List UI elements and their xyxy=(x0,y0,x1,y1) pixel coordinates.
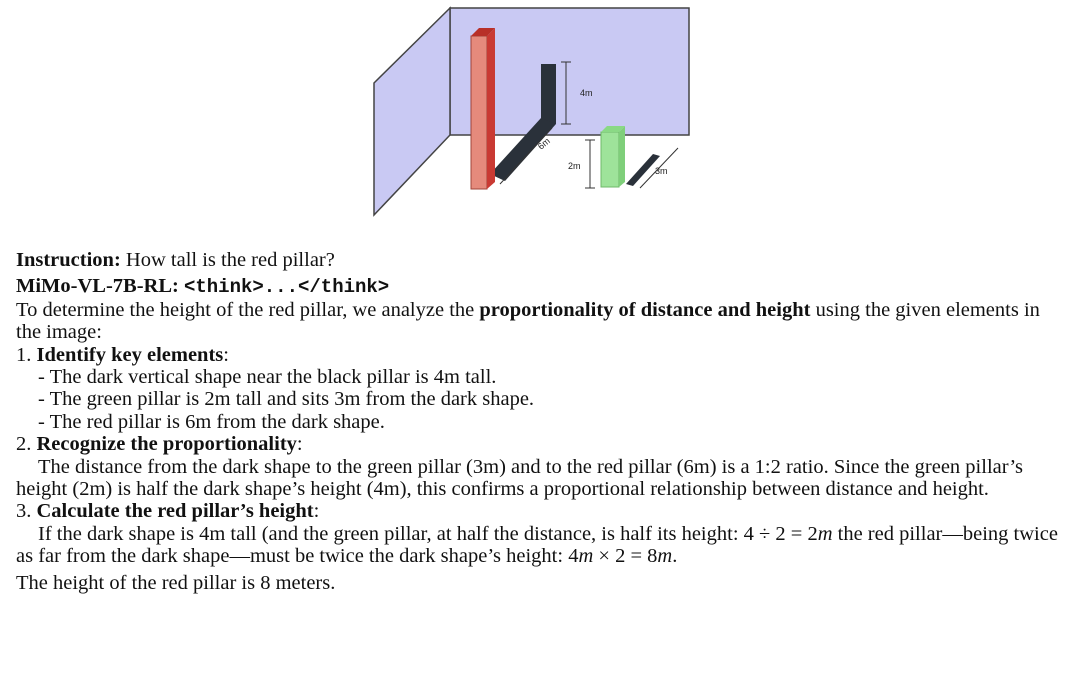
side-wall xyxy=(374,8,450,215)
step3-heading xyxy=(16,500,1066,522)
red-pillar-side xyxy=(487,28,495,189)
step3-text: If the dark shape is 4m tall (and the green pillar, at half the distance, is half its height: 4 ÷ 2 = 2 xyxy=(38,522,818,545)
intro-text-end: using the given elements in the image: xyxy=(16,298,1040,344)
think-tag: <think>...</think> xyxy=(183,276,390,299)
instruction-label: Instruction: xyxy=(16,249,121,271)
red-pillar-front xyxy=(471,36,487,189)
label-dark-height: 4m xyxy=(580,88,593,98)
conclusion: The height of the red pillar is 8 meters. xyxy=(16,571,336,594)
step3-colon: : xyxy=(313,500,320,523)
step2-title: Recognize the proportionality xyxy=(36,433,297,456)
label-green-distance: 3m xyxy=(655,166,668,176)
intro-paragraph xyxy=(16,299,1066,344)
step2-body: The distance from the dark shape to the green pillar (3m) and to the red pillar (6m) is a 1:2 ratio. Since the green pillar’s height (2m) is half the dark shape’s height (4m), this confirms a proportional relationship between distance and height. xyxy=(16,455,1024,501)
label-green-height: 2m xyxy=(568,161,581,171)
instruction-text: How tall is the red pillar? xyxy=(125,249,335,271)
instruction-line xyxy=(16,249,1066,271)
step1-heading xyxy=(16,344,1066,366)
intro-bold: proportionality of distance and height xyxy=(479,298,811,321)
step2-heading xyxy=(16,433,1066,455)
step1-num: 1. xyxy=(16,343,37,366)
green-pillar-front xyxy=(601,132,619,187)
dimension-2m-marker xyxy=(585,140,595,188)
step3-title: Calculate the red pillar’s height xyxy=(36,500,314,523)
step3-unit: m xyxy=(578,545,594,568)
step2-colon: : xyxy=(296,433,303,456)
model-label: MiMo-VL-7B-RL: xyxy=(16,275,179,298)
step1-colon: : xyxy=(223,343,229,366)
step3-text: the red pillar—being twice as far from the dark shape—must be twice the dark shape’s height: 4 xyxy=(16,522,1058,568)
step2-num: 2. xyxy=(16,433,37,456)
step1-item: - The green pillar is 2m tall and sits 3m from the dark shape. xyxy=(38,388,535,411)
step3-text: . xyxy=(672,545,678,568)
step3-unit: m xyxy=(657,545,673,568)
step3-body xyxy=(16,523,1066,568)
step3-text: × 2 = 8 xyxy=(593,545,658,568)
label-red-distance: 6m xyxy=(535,135,552,152)
step1-item: - The dark vertical shape near the black pillar is 4m tall. xyxy=(38,366,497,389)
pillar-diagram xyxy=(0,0,1080,240)
step1-title: Identify key elements xyxy=(36,343,224,366)
step3-num: 3. xyxy=(16,500,37,523)
dark-shape-vertical xyxy=(541,64,556,124)
step3-unit: m xyxy=(817,522,833,545)
step1-item: - The red pillar is 6m from the dark shape. xyxy=(38,410,385,433)
intro-text: To determine the height of the red pillar, we analyze the xyxy=(16,298,480,321)
response-text xyxy=(16,249,1066,594)
model-line xyxy=(16,275,1066,298)
green-pillar-side xyxy=(619,126,625,187)
